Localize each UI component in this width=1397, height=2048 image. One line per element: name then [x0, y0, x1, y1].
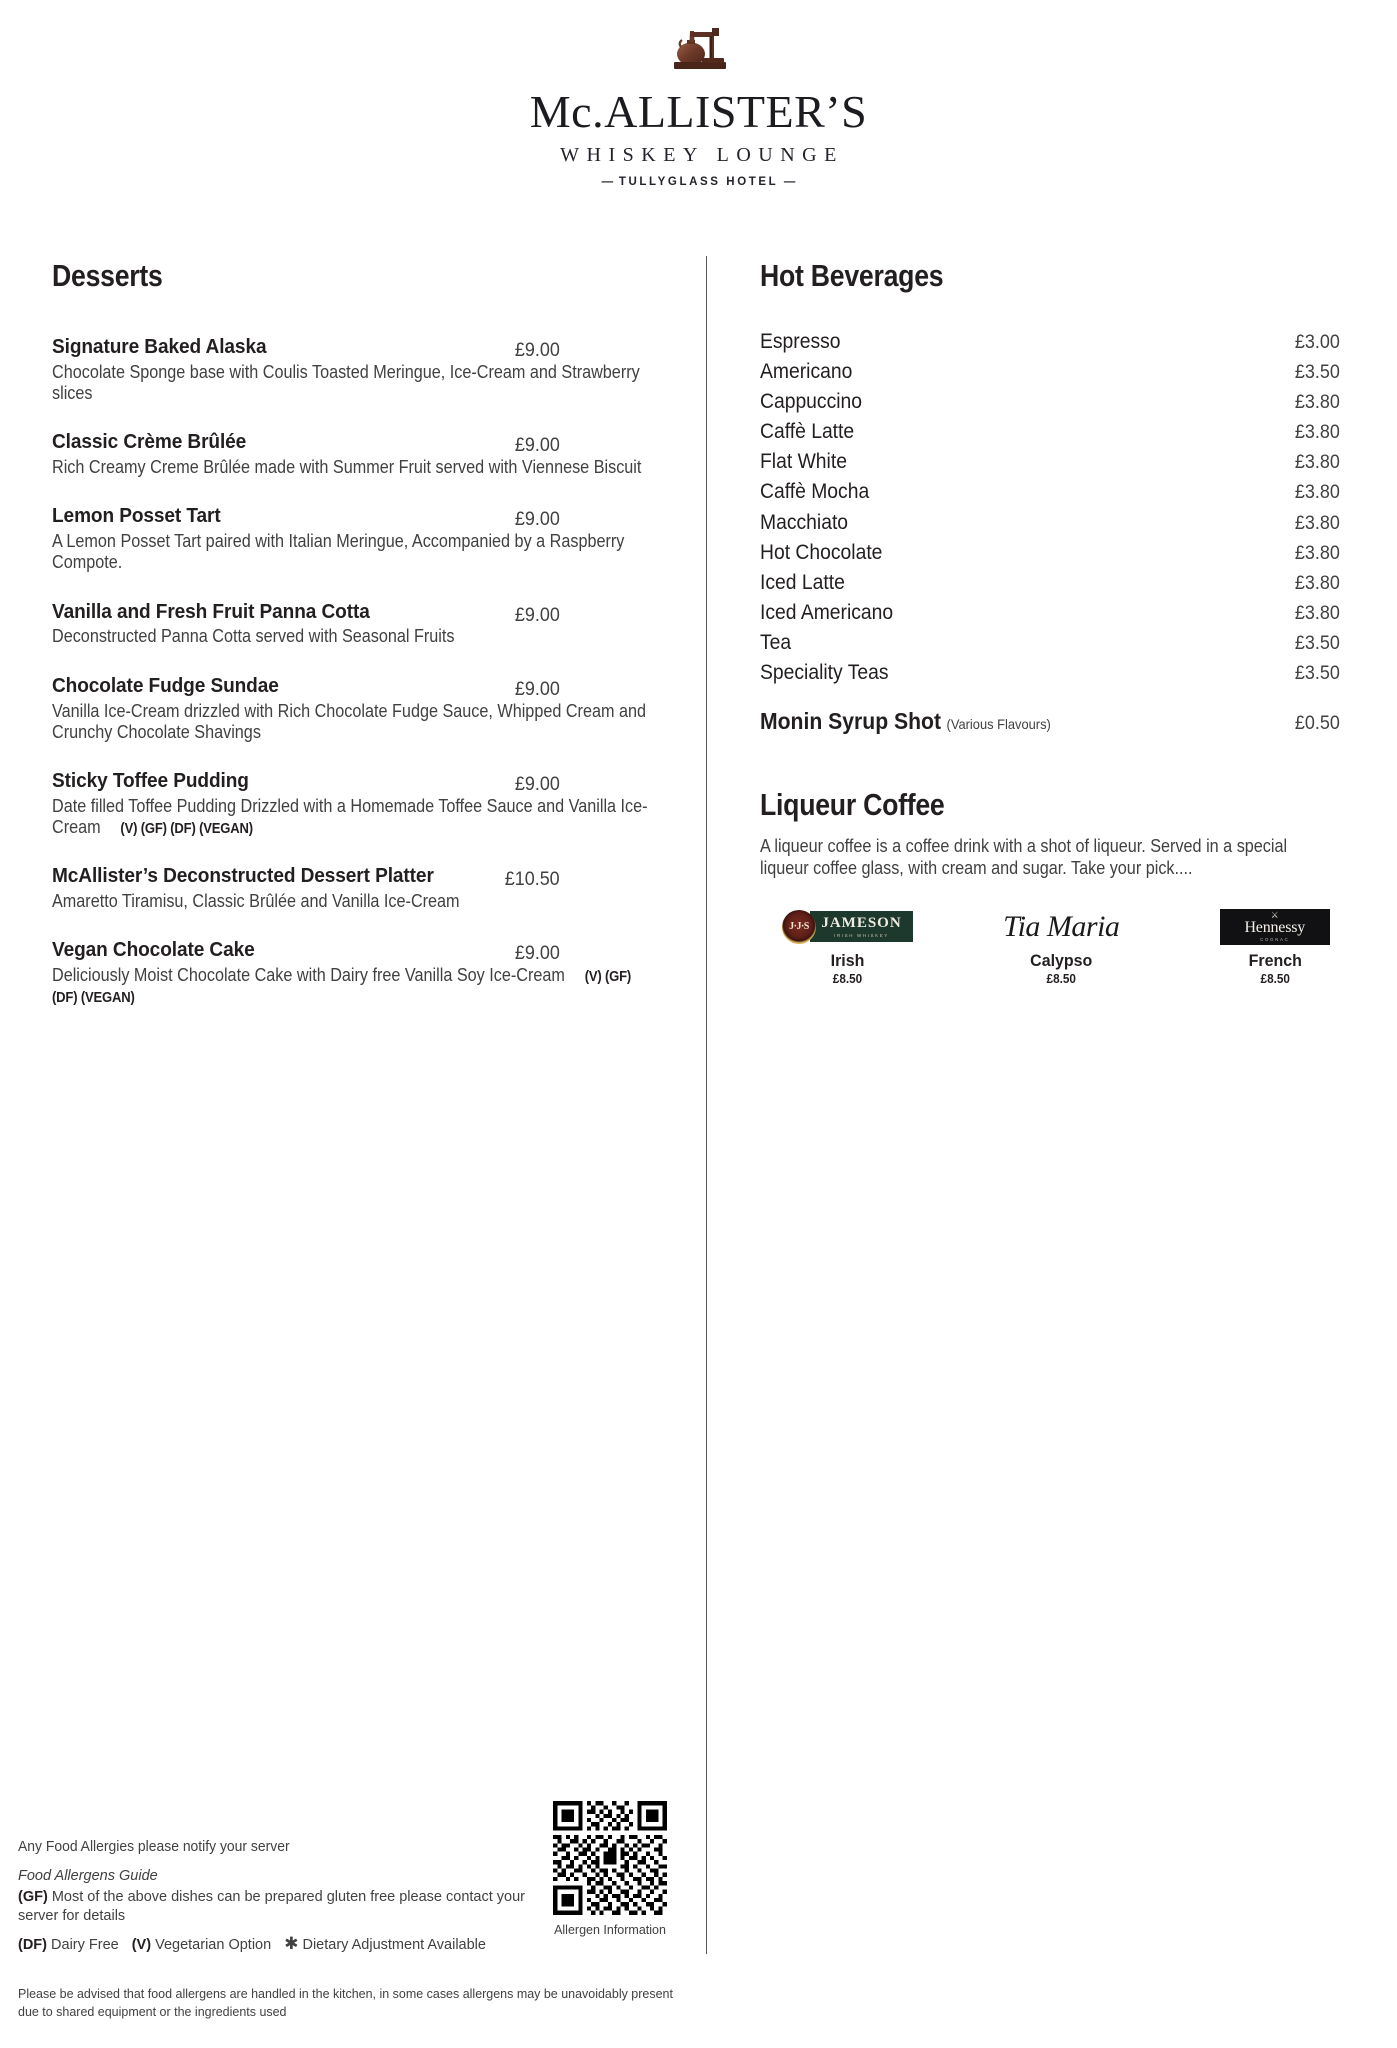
- beverage-name: Americano: [760, 360, 853, 384]
- dessert-name: Chocolate Fudge Sundae: [52, 673, 279, 697]
- dessert-item: [52, 503, 652, 573]
- allergen-advisory: Please be advised that food allergens are handled in the kitchen, in some cases allergens may be unavoidably present due to shared equipment or the ingredients used: [18, 1986, 673, 2019]
- beverage-row: [760, 600, 1340, 626]
- column-divider: [706, 256, 707, 1954]
- dessert-description: [52, 362, 651, 404]
- beverage-price: £3.80: [1295, 451, 1340, 474]
- hennessy-wordmark: Hennessy: [1244, 919, 1306, 937]
- beverage-name: Tea: [760, 630, 792, 654]
- beverage-name: Caffè Latte: [760, 420, 855, 444]
- dessert-description-text: Deconstructed Panna Cotta served with Seasonal Fruits: [52, 626, 455, 647]
- hennessy-subtext: COGNAC: [1260, 937, 1290, 943]
- qr-caption: Allergen Information: [554, 1923, 666, 1937]
- beverage-row: [760, 540, 1340, 566]
- dash-left: —: [601, 176, 614, 188]
- beverage-row: [760, 389, 1340, 415]
- desserts-column: [52, 258, 652, 1033]
- beverage-price: £3.80: [1295, 571, 1340, 594]
- beverage-price: £3.80: [1295, 541, 1340, 564]
- copper-still-icon: [664, 18, 734, 85]
- liqueur-brand-label: French: [1248, 950, 1302, 970]
- dessert-description-text: A Lemon Posset Tart paired with Italian Meringue, Accompanied by a Raspberry Compote.: [52, 531, 625, 573]
- syrup-shot-price: £0.50: [1295, 711, 1340, 734]
- desserts-heading: Desserts: [52, 258, 163, 293]
- beverage-price: £3.80: [1295, 481, 1340, 504]
- brand-subtitle: WHISKEY LOUNGE: [560, 144, 844, 166]
- dessert-name: Signature Baked Alaska: [52, 335, 267, 358]
- dessert-item: [52, 334, 652, 404]
- dessert-price: £9.00: [515, 773, 560, 796]
- df-text: Dairy Free: [51, 1936, 119, 1953]
- v-text: Vegetarian Option: [155, 1936, 272, 1953]
- beverage-name: Macchiato: [760, 510, 849, 534]
- dessert-description-text: Rich Creamy Creme Brûlée made with Summer Fruit served with Viennese Biscuit: [52, 457, 642, 478]
- liqueur-brand-price: £8.50: [832, 971, 863, 986]
- v-key: [132, 1936, 271, 1955]
- dessert-item: [52, 673, 652, 743]
- beverage-price: £3.50: [1295, 631, 1340, 654]
- dessert-description: [52, 965, 651, 1007]
- gf-tag: (GF): [18, 1889, 48, 1906]
- dessert-item: [52, 937, 652, 1007]
- liqueur-brand-calypso: [996, 909, 1127, 986]
- syrup-shot-name: [760, 708, 1051, 736]
- dietary-tags: (V) (GF) (DF) (VEGAN): [52, 969, 632, 1007]
- liqueur-brand-french: [1210, 909, 1341, 986]
- allergen-qr-block[interactable]: [549, 1797, 671, 1937]
- df-key: [18, 1936, 119, 1955]
- beverage-row: [760, 329, 1340, 355]
- dessert-description-text: Date filled Toffee Pudding Drizzled with a Homemade Toffee Sauce and Vanilla Ice-Cream: [52, 795, 648, 838]
- star-text: Dietary Adjustment Available: [302, 1936, 486, 1953]
- beverage-name: Espresso: [760, 330, 841, 353]
- syrup-shot-label: Monin Syrup Shot: [760, 707, 942, 734]
- beverage-price: £3.50: [1295, 662, 1340, 685]
- liqueur-brand-price: £8.50: [1260, 971, 1290, 986]
- hennessy-logo: [1210, 909, 1341, 945]
- star-key: [284, 1935, 486, 1955]
- dessert-name: Vanilla and Fresh Fruit Panna Cotta: [52, 599, 370, 623]
- beverage-row: [760, 660, 1340, 686]
- asterisk-icon: ✱: [284, 1933, 299, 1953]
- beverage-price: £3.80: [1295, 421, 1340, 444]
- df-tag: (DF): [18, 1936, 47, 1953]
- beverage-row: [760, 359, 1340, 385]
- beverage-name: Flat White: [760, 450, 847, 474]
- beverage-name: Iced Americano: [760, 600, 894, 624]
- tia-maria-logo: [996, 909, 1127, 945]
- beverage-name: Cappuccino: [760, 390, 863, 414]
- beverage-row: [760, 449, 1340, 475]
- liqueur-brand-price: £8.50: [1046, 971, 1076, 986]
- dessert-price: £9.00: [515, 677, 560, 700]
- beverage-row: [760, 630, 1340, 656]
- beverage-name: Iced Latte: [760, 570, 845, 594]
- brand-logo-block: [0, 0, 1397, 188]
- gf-text: Most of the above dishes can be prepared gluten free please contact your server for details: [18, 1889, 525, 1925]
- dessert-description-text: Chocolate Sponge base with Coulis Toasted Meringue, Ice-Cream and Strawberry slices: [52, 361, 640, 404]
- beverage-price: £3.50: [1295, 361, 1340, 384]
- dessert-item: [52, 863, 652, 912]
- liqueur-brand-label: Irish: [830, 950, 865, 970]
- dessert-price: £9.00: [515, 339, 560, 361]
- dessert-description-text: Amaretto Tiramisu, Classic Brûlée and Vanilla Ice-Cream: [52, 891, 460, 912]
- brand-name: Mc.ALLISTER’S: [529, 86, 868, 137]
- dessert-description: [52, 891, 651, 912]
- dash-right: —: [783, 176, 796, 188]
- dessert-description-text: Deliciously Moist Chocolate Cake with Dairy free Vanilla Soy Ice-Cream: [52, 965, 565, 986]
- beverage-price: £3.00: [1295, 331, 1340, 353]
- allergens-guide-title: Food Allergens Guide: [18, 1868, 158, 1885]
- dessert-description: [52, 531, 651, 573]
- qr-code-icon[interactable]: [549, 1797, 671, 1919]
- dessert-name: Lemon Posset Tart: [52, 504, 221, 528]
- jameson-subtext: IRISH WHISKEY: [834, 933, 889, 939]
- dessert-item: [52, 768, 652, 838]
- beverage-row: [760, 510, 1340, 536]
- dessert-description: [52, 796, 651, 838]
- hennessy-arm-icon: ⚔: [1270, 910, 1279, 921]
- beverage-name: Speciality Teas: [760, 661, 889, 685]
- beverage-row: [760, 419, 1340, 445]
- hot-beverages-list: [760, 329, 1340, 735]
- dessert-item: [52, 599, 652, 648]
- dessert-price: £9.00: [515, 508, 560, 531]
- dessert-description-text: Vanilla Ice-Cream drizzled with Rich Chocolate Fudge Sauce, Whipped Cream and Crunchy Chocolate Shavings: [52, 700, 646, 742]
- v-tag: (V): [131, 1936, 152, 1953]
- allergen-footer: [18, 1838, 538, 1955]
- brand-hotel-name: TULLYGLASS HOTEL: [618, 176, 779, 188]
- jameson-logo: [782, 909, 913, 945]
- beverage-row: [760, 570, 1340, 596]
- jameson-seal-icon: J·J·S: [782, 910, 816, 944]
- dessert-description: [52, 626, 651, 647]
- beverage-name: Hot Chocolate: [760, 540, 883, 564]
- dessert-name: Classic Crème Brûlée: [52, 430, 247, 454]
- syrup-shot-note: (Various Flavours): [946, 715, 1051, 732]
- jameson-wordmark: JAMESON: [821, 915, 902, 932]
- beverages-column: [760, 258, 1340, 986]
- beverage-price: £3.80: [1295, 511, 1340, 534]
- dietary-tags: (V) (GF) (DF) (VEGAN): [120, 821, 253, 838]
- liqueur-coffee-section: [760, 787, 1340, 985]
- beverage-name: Caffè Mocha: [760, 480, 870, 504]
- beverage-row: [760, 479, 1340, 505]
- beverage-price: £3.80: [1295, 391, 1340, 414]
- dessert-description: [52, 457, 651, 478]
- dessert-name: McAllister’s Deconstructed Dessert Platter: [52, 864, 434, 888]
- hot-beverages-heading: Hot Beverages: [760, 258, 944, 293]
- dessert-price: £9.00: [515, 434, 560, 457]
- liqueur-coffee-description: A liqueur coffee is a coffee drink with a shot of liqueur. Served in a special liqueur coffee glass, with cream and sugar. Take your pick....: [760, 836, 1288, 879]
- brand-hotel-line: [602, 176, 796, 188]
- liqueur-brand-label: Calypso: [1030, 950, 1093, 970]
- gluten-free-note: [18, 1888, 538, 1926]
- beverage-price: £3.80: [1295, 601, 1340, 624]
- liqueur-brands-row: [760, 909, 1340, 986]
- dessert-price: £10.50: [505, 868, 560, 891]
- tia-maria-wordmark: Tia Maria: [1003, 909, 1120, 943]
- dessert-item: [52, 429, 652, 478]
- dessert-name: Sticky Toffee Pudding: [52, 769, 249, 793]
- dessert-price: £9.00: [515, 603, 560, 626]
- syrup-shot-row: [760, 708, 1340, 736]
- liqueur-coffee-heading: Liqueur Coffee: [760, 787, 945, 823]
- liqueur-brand-irish: [782, 909, 913, 986]
- allergy-notice: Any Food Allergies please notify your server: [18, 1839, 290, 1855]
- dessert-price: £9.00: [515, 942, 560, 965]
- dessert-description: [52, 701, 651, 743]
- dessert-name: Vegan Chocolate Cake: [52, 938, 255, 962]
- desserts-list: [52, 334, 652, 1008]
- dietary-key-row: [18, 1935, 538, 1955]
